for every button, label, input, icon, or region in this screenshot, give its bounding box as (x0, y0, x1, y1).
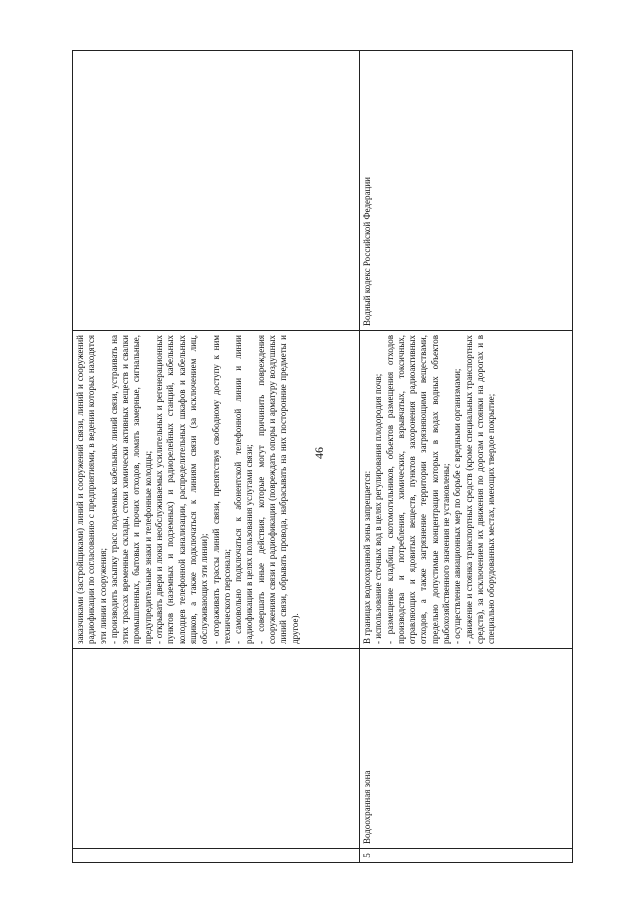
legal-basis-cell: Водный кодекс Российской Федерации (360, 51, 573, 331)
row-number-cell (73, 849, 360, 863)
rotated-table-wrapper (72, 51, 572, 863)
restrictions-cell (73, 331, 360, 649)
restriction-item: - производить засыпку трасс подземных кабельных линий связи, устраивать на этих трассах временные склады, стоки химически активных веществ и свалки промышленных, бытовых и прочих отходов, ломать замерные, сигнальные, предупредительные знаки и телефонные колодцы; (108, 335, 153, 644)
legal-basis-cell (73, 51, 360, 331)
zone-name-cell: Водоохранная зона (360, 649, 573, 849)
restriction-item: - использование сточных вод в целях регулирования плодородия почв; (373, 373, 384, 644)
restriction-item: - самовольно подключаться к абонентской телефонной линии и линии радиофикации в целях пользования услугами связи; (233, 335, 255, 644)
restriction-item: - совершать иные действия, которые могут причинить повреждения сооружениям связи и радиофикации (повреждать опоры и арматуру воздушных линий связи, обрывать провода, набрасывать на них посторонние предметы и другое). (255, 335, 300, 644)
restriction-item: - движение и стоянка транспортных средств (кроме специальных транспортных средств), за исключением их движения по дорогам и стоянки на дорогах и в специально оборудованных местах, имеющих твердое покрытие; (463, 335, 497, 644)
restrictions-cell (360, 331, 573, 649)
page-number: 46 (312, 447, 326, 459)
restriction-item: заказчиками (застройщиками) линий и сооружений связи, линий и сооружений радиофикации по согласованию с предприятиями, в ведении которых находятся эти линии и сооружения; (75, 335, 108, 644)
zones-table (72, 50, 573, 863)
restriction-item: - открывать двери и люки необслуживаемых усилительных и регенерационных пунктов (наземных и подземных) и радиорелейных станций, кабельных колодцев телефонной канализации, распределительных шкафов и кабельных ящиков, а также подключаться к линиям связи (за исключением лиц, обслуживающих эти линии); (154, 335, 210, 644)
restriction-item: - размещение кладбищ, скотомогильников, объектов размещения отходов производства и потребления, химических, взрывчатых, токсичных, отравляющих и ядовитых веществ, пунктов захоронения радиоактивных отходов, а также загрязнение территории загрязняющими веществами, предельно допустимые концентрации которых в водах водных объектов рыбохозяйственного значения не установлены; (384, 335, 452, 644)
row-number-cell: 5 (360, 849, 573, 863)
zone-name-cell (73, 649, 360, 849)
restriction-item: - осуществление авиационных мер по борьбе с вредными организмами; (452, 368, 463, 644)
restriction-item: - огораживать трассы линий связи, препятствуя свободному доступу к ним технического персонала; (210, 335, 232, 644)
table-row (360, 51, 573, 863)
table-row (73, 51, 360, 863)
restriction-item: В границах водоохранной зоны запрещается: (362, 470, 372, 644)
